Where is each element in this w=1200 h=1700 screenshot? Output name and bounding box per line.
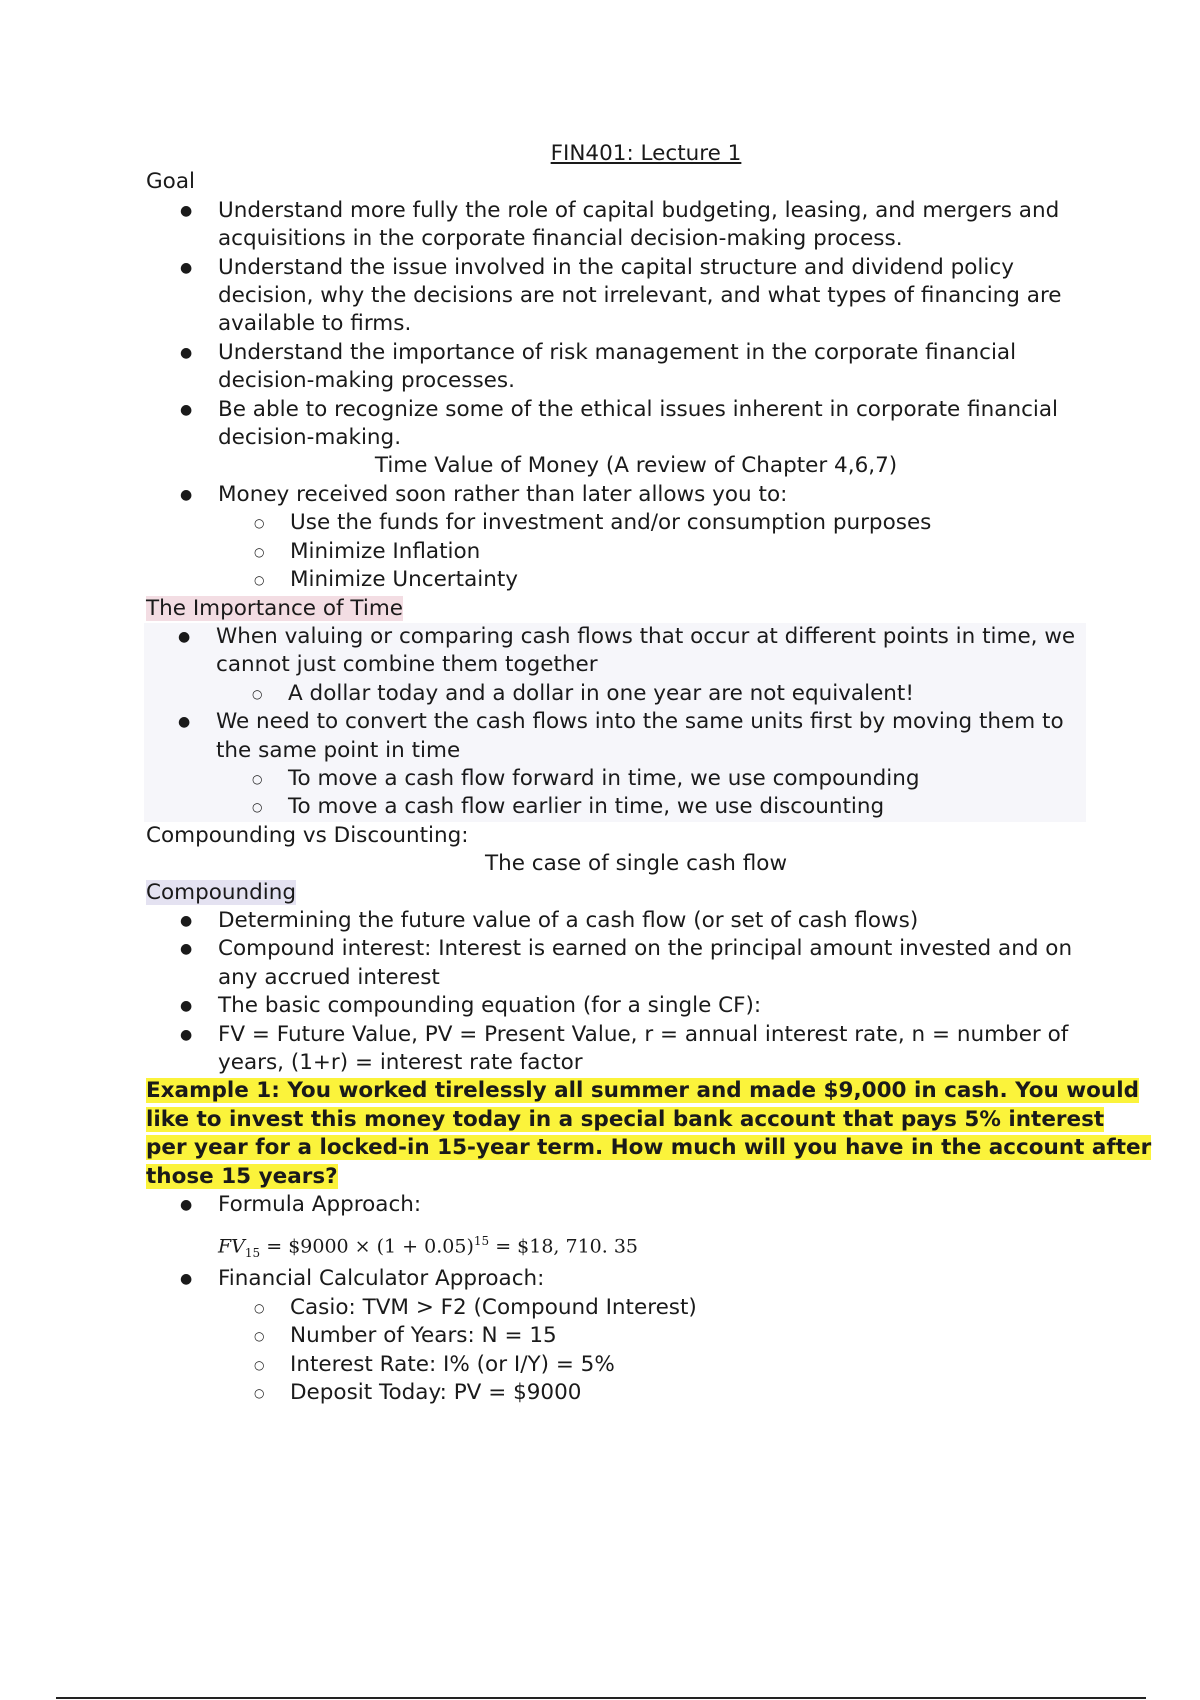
compounding-bullet-2: ● Compound interest: Interest is earned on the principal amount invested and on any accrued interest: [146, 935, 1086, 992]
tvm-sub-1: ○ Use the funds for investment and/or consumption purposes: [146, 509, 1086, 537]
example-line-2: like to invest this money today in a special bank account that pays 5% interest: [146, 1106, 1105, 1132]
calc-bullet: ● Financial Calculator Approach:: [146, 1265, 1086, 1293]
cvd-heading: Compounding vs Discounting:: [146, 822, 469, 848]
fv-equation: [146, 1219, 1086, 1265]
page-bottom-divider: [56, 1697, 1146, 1699]
importance-sub-3: ○ To move a cash flow earlier in time, we use discounting: [144, 793, 1086, 821]
goal-item-1: ● Understand more fully the role of capital budgeting, leasing, and mergers and acquisitions in the corporate financial decision-making process.: [146, 197, 1086, 254]
hollow-bullet-icon: ○: [254, 1300, 265, 1315]
calc-sub-2: ○ Number of Years: N = 15: [146, 1322, 1086, 1350]
bullet-icon: ●: [180, 941, 193, 958]
compounding-bullet-3: ● The basic compounding equation (for a single CF):: [146, 992, 1086, 1020]
example-line-3: per year for a locked-in 15-year term. How much will you have in the account after: [146, 1135, 1152, 1161]
calc-sub-3: ○ Interest Rate: I% (or I/Y) = 5%: [146, 1351, 1086, 1379]
bullet-icon: ●: [178, 628, 191, 645]
bullet-icon: ●: [180, 344, 193, 361]
equation-lhs: FV: [218, 1235, 245, 1258]
compounding-bullet-4: ● FV = Future Value, PV = Present Value, r = annual interest rate, n = number of years, (1+r) = interest rate factor: [146, 1021, 1086, 1078]
goal-item-4: ● Be able to recognize some of the ethical issues inherent in corporate financial decision-making.: [146, 396, 1086, 453]
bullet-icon: ●: [180, 401, 193, 418]
compounding-bullet-1: ● Determining the future value of a cash flow (or set of cash flows): [146, 907, 1086, 935]
bullet-icon: ●: [180, 259, 193, 276]
goal-item-2: ● Understand the issue involved in the capital structure and dividend policy decision, why the decisions are not irrelevant, and what types of financing are available to firms.: [146, 254, 1086, 339]
compounding-heading: Compounding: [146, 879, 297, 905]
tvm-bullet: ● Money received soon rather than later allows you to:: [146, 481, 1086, 509]
hollow-bullet-icon: ○: [254, 573, 265, 588]
goal-heading: Goal: [146, 169, 195, 195]
single-cf-heading: The case of single cash flow: [484, 851, 788, 877]
calc-sub-1: ○ Casio: TVM > F2 (Compound Interest): [146, 1294, 1086, 1322]
hollow-bullet-icon: ○: [254, 1329, 265, 1344]
hollow-bullet-icon: ○: [254, 516, 265, 531]
goal-item-3: ● Understand the importance of risk management in the corporate financial decision-making processes.: [146, 339, 1086, 396]
hollow-bullet-icon: ○: [254, 1386, 265, 1401]
bullet-icon: ●: [180, 998, 193, 1015]
importance-bullet-2: ● We need to convert the cash flows into the same units first by moving them to the same point in time: [144, 708, 1086, 765]
importance-sub-1: ○ A dollar today and a dollar in one year are not equivalent!: [144, 680, 1086, 708]
importance-bullet-1: ● When valuing or comparing cash flows that occur at different points in time, we cannot just combine them together: [144, 623, 1086, 680]
hollow-bullet-icon: ○: [252, 800, 263, 815]
example-line-1: Example 1: You worked tirelessly all summer and made $9,000 in cash. You would: [146, 1078, 1139, 1104]
hollow-bullet-icon: ○: [254, 1357, 265, 1372]
bullet-icon: ●: [180, 912, 193, 929]
bullet-icon: ●: [180, 1271, 193, 1288]
hollow-bullet-icon: ○: [252, 771, 263, 786]
bullet-icon: ●: [180, 1197, 193, 1214]
example-1: [146, 1077, 1152, 1191]
bullet-icon: ●: [180, 486, 193, 503]
equation-result: = $18, 710. 35: [495, 1235, 639, 1258]
equation-exponent: 15: [473, 1234, 490, 1249]
calc-sub-4: ○ Deposit Today: PV = $9000: [146, 1379, 1086, 1407]
tvm-sub-2: ○ Minimize Inflation: [146, 538, 1086, 566]
importance-sub-2: ○ To move a cash flow forward in time, we use compounding: [144, 765, 1086, 793]
equation-rhs: = $9000 × (1 + 0.05): [266, 1235, 474, 1258]
equation-lhs-subscript: 15: [244, 1246, 261, 1261]
example-line-4: those 15 years?: [146, 1163, 338, 1189]
importance-section: [144, 623, 1086, 822]
hollow-bullet-icon: ○: [254, 544, 265, 559]
bullet-icon: ●: [180, 202, 193, 219]
hollow-bullet-icon: ○: [252, 686, 263, 701]
document-page: [146, 140, 1152, 1407]
page-title: FIN401: Lecture 1: [550, 141, 742, 166]
tvm-sub-3: ○ Minimize Uncertainty: [146, 566, 1086, 594]
tvm-heading: Time Value of Money (A review of Chapter 4,6,7): [374, 453, 898, 479]
importance-heading: The Importance of Time: [146, 595, 404, 621]
bullet-icon: ●: [180, 1026, 193, 1043]
formula-bullet: ● Formula Approach:: [146, 1191, 1086, 1219]
bullet-icon: ●: [178, 714, 191, 731]
